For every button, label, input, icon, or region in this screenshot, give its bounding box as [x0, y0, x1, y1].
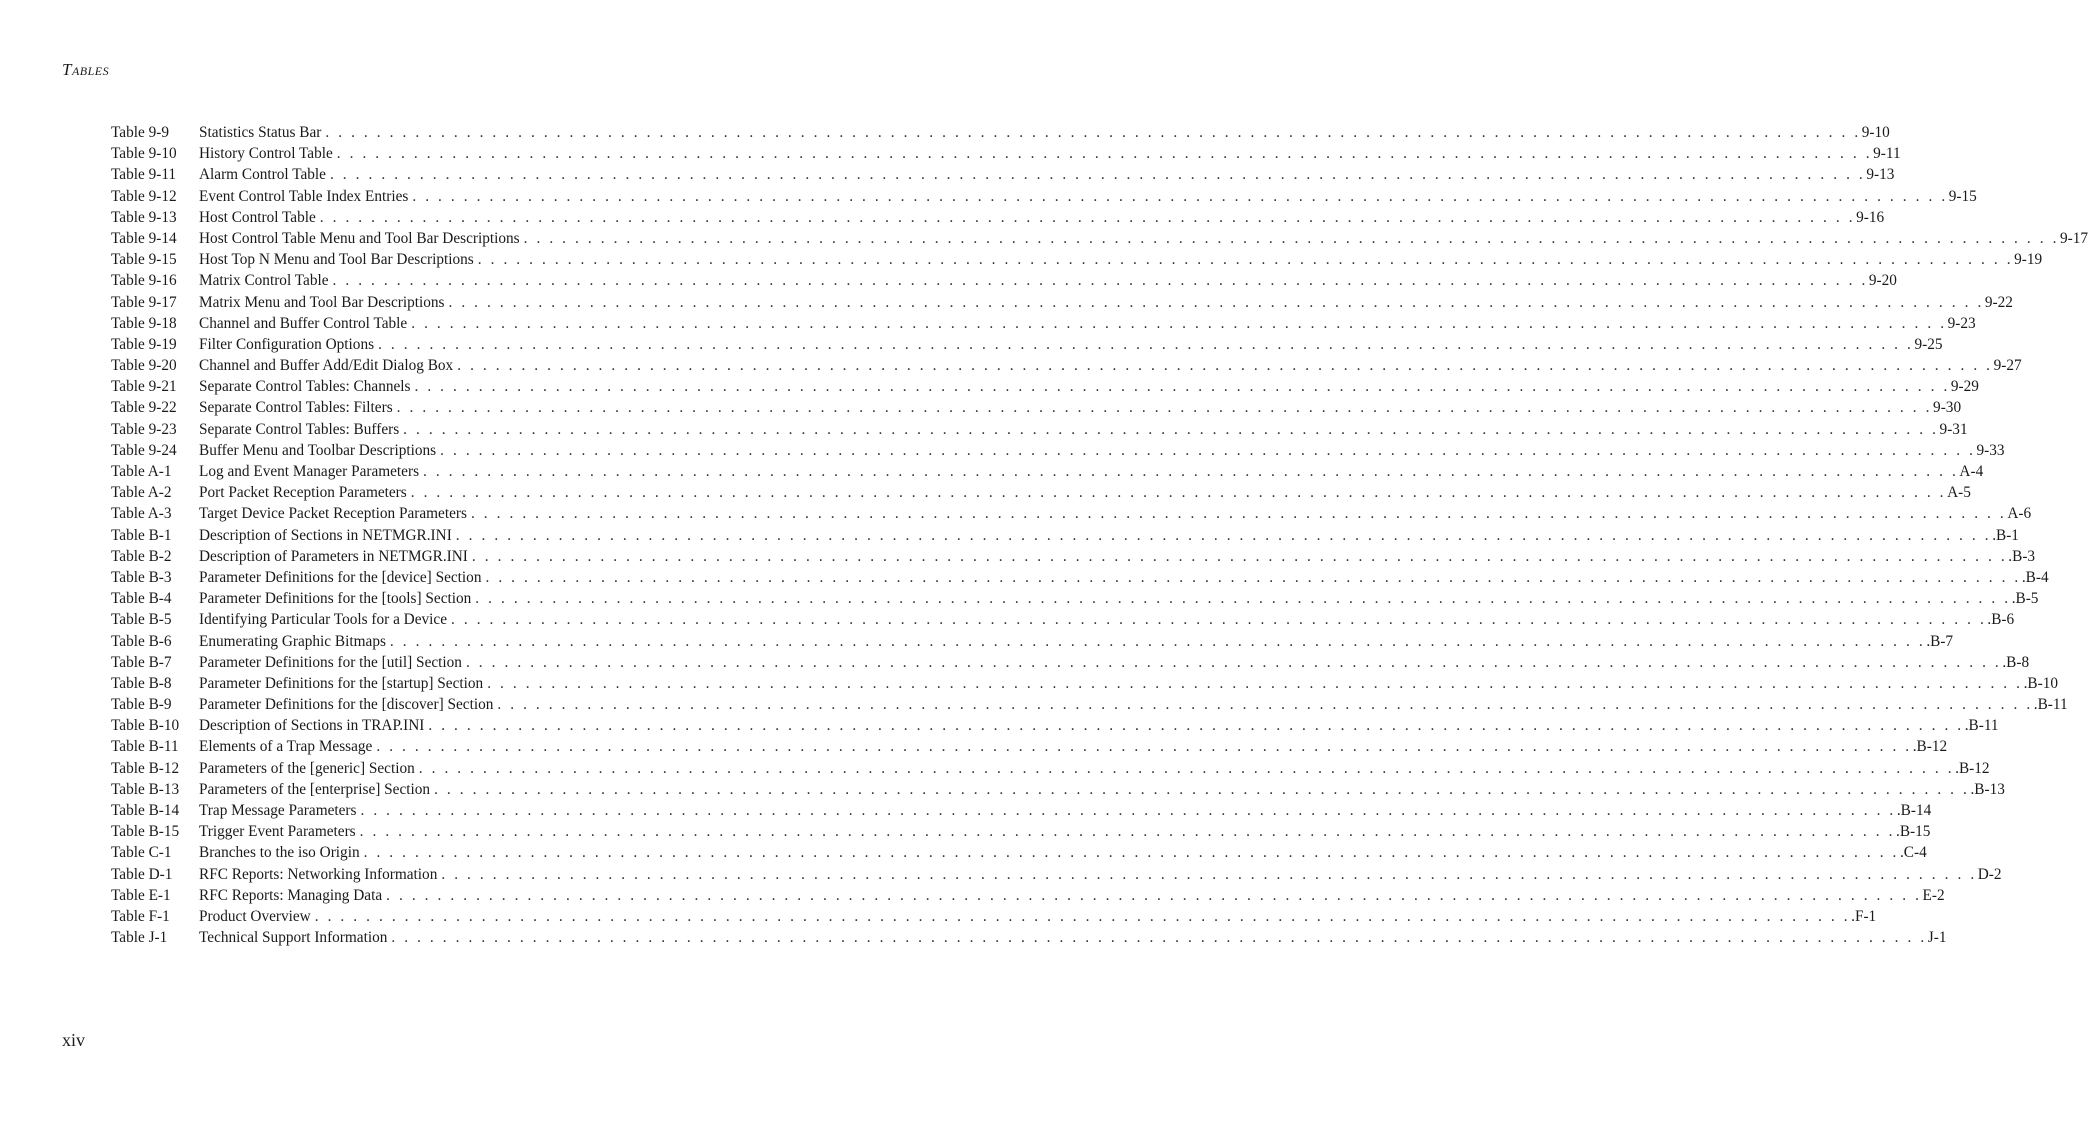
dot-leader: . . . . . . . . . . . . . . . . . . . . . . . . . . . . . . . . . . . . . . . . . . . . . . . . . . . . . . . . . . . . . . . . . . . . . . . . . . . . . . . . . . . . . . . . . . . . . . . . . . . . . . . . . . . . . . . . . . . . . . . . — [434, 780, 1970, 798]
dot-leader: . . . . . . . . . . . . . . . . . . . . . . . . . . . . . . . . . . . . . . . . . . . . . . . . . . . . . . . . . . . . . . . . . . . . . . . . . . . . . . . . . . . . . . . . . . . . . . . . . . . . . . . . . . . . . . . . . . . . . . . . — [487, 674, 2023, 692]
toc-entry[interactable] — [111, 715, 1999, 736]
dot-leader: . . . . . . . . . . . . . . . . . . . . . . . . . . . . . . . . . . . . . . . . . . . . . . . . . . . . . . . . . . . . . . . . . . . . . . . . . . . . . . . . . . . . . . . . . . . . . . . . . . . . . . . . . . . . . . . . . . . . . . . . — [428, 717, 1964, 735]
toc-entry-page: 9-13 — [1866, 166, 1895, 184]
toc-entry-page: .B-3 — [2008, 547, 2036, 565]
dot-leader: . . . . . . . . . . . . . . . . . . . . . . . . . . . . . . . . . . . . . . . . . . . . . . . . . . . . . . . . . . . . . . . . . . . . . . . . . . . . . . . . . . . . . . . . . . . . . . . . . . . . . . . . . . . . . . . . . . . . . . . . — [475, 590, 2011, 608]
toc-entry-number: Table B-2 — [111, 547, 172, 565]
toc-entry-number: Table 9-14 — [111, 229, 177, 247]
toc-entry-page: D-2 — [1977, 865, 2002, 883]
toc-entry-title: Product Overview — [199, 907, 311, 925]
toc-entry-number: Table 9-23 — [111, 420, 177, 438]
toc-entry-page: 9-33 — [1976, 441, 2005, 459]
toc-entry-page: .B-1 — [1992, 526, 2019, 544]
toc-entry-number: Table E-1 — [111, 886, 171, 904]
dot-leader: . . . . . . . . . . . . . . . . . . . . . . . . . . . . . . . . . . . . . . . . . . . . . . . . . . . . . . . . . . . . . . . . . . . . . . . . . . . . . . . . . . . . . . . . . . . . . . . . . . . . . . . . . . . . . . . . . . . . . . . . — [314, 907, 1851, 925]
toc-entry[interactable] — [111, 609, 2015, 630]
dot-leader: . . . . . . . . . . . . . . . . . . . . . . . . . . . . . . . . . . . . . . . . . . . . . . . . . . . . . . . . . . . . . . . . . . . . . . . . . . . . . . . . . . . . . . . . . . . . . . . . . . . . . . . . . . . . . . . . . . . . . . . . — [411, 314, 1947, 332]
toc-entry-title: Filter Configuration Options — [199, 335, 375, 353]
toc-entry-page: 9-15 — [1948, 187, 1977, 205]
page-number: xiv — [62, 1030, 86, 1050]
toc-entry-page: 9-22 — [1984, 293, 2013, 311]
dot-leader: . . . . . . . . . . . . . . . . . . . . . . . . . . . . . . . . . . . . . . . . . . . . . . . . . . . . . . . . . . . . . . . . . . . . . . . . . . . . . . . . . . . . . . . . . . . . . . . . . . . . . . . . . . . . . . . . . . . . . . . . — [471, 547, 2008, 565]
toc-entry[interactable] — [111, 800, 1932, 821]
dot-leader: . . . . . . . . . . . . . . . . . . . . . . . . . . . . . . . . . . . . . . . . . . . . . . . . . . . . . . . . . . . . . . . . . . . . . . . . . . . . . . . . . . . . . . . . . . . . . . . . . . . . . . . . . . . . . . . . . . . . . . . . — [455, 526, 1992, 544]
toc-entry-page: .B-11 — [1964, 717, 1999, 735]
toc-entry[interactable] — [111, 313, 1976, 334]
toc-entry-number: Table F-1 — [111, 907, 170, 925]
dot-leader: . . . . . . . . . . . . . . . . . . . . . . . . . . . . . . . . . . . . . . . . . . . . . . . . . . . . . . . . . . . . . . . . . . . . . . . . . . . . . . . . . . . . . . . . . . . . . . . . . . . . . . . . . . . . . . . . . . . . . . . . — [441, 865, 1977, 883]
dot-leader: . . . . . . . . . . . . . . . . . . . . . . . . . . . . . . . . . . . . . . . . . . . . . . . . . . . . . . . . . . . . . . . . . . . . . . . . . . . . . . . . . . . . . . . . . . . . . . . . . . . . . . . . . . . . . . . . . . . . . . . . — [332, 272, 1868, 290]
toc-entry[interactable] — [111, 694, 2068, 715]
toc-entry[interactable] — [111, 122, 1890, 143]
toc-entry-title: Description of Sections in TRAP.INI — [199, 717, 425, 735]
toc-entry-title: Parameter Definitions for the [tools] Section — [199, 590, 472, 608]
toc-entry-page: 9-11 — [1873, 145, 1901, 163]
toc-entry-page: 9-17 — [2060, 229, 2088, 247]
toc-entry-page: 9-31 — [1939, 420, 1968, 438]
toc-entry-title: Port Packet Reception Parameters — [199, 484, 407, 502]
toc-entry[interactable] — [111, 525, 2019, 546]
dot-leader: . . . . . . . . . . . . . . . . . . . . . . . . . . . . . . . . . . . . . . . . . . . . . . . . . . . . . . . . . . . . . . . . . . . . . . . . . . . . . . . . . . . . . . . . . . . . . . . . . . . . . . . . . . . . . . . . . . . . . . . . — [410, 484, 1947, 502]
toc-entry[interactable] — [111, 673, 2058, 694]
toc-entry-page: .C-4 — [1899, 844, 1927, 862]
toc-entry-number: Table J-1 — [111, 929, 168, 947]
running-head-rest: ABLES — [71, 64, 110, 78]
toc-entry-title: Separate Control Tables: Buffers — [199, 420, 400, 438]
dot-leader: . . . . . . . . . . . . . . . . . . . . . . . . . . . . . . . . . . . . . . . . . . . . . . . . . . . . . . . . . . . . . . . . . . . . . . . . . . . . . . . . . . . . . . . . . . . . . . . . . . . . . . . . . . . . . . . . . . . . . . . . — [396, 399, 1933, 417]
toc-entry-number: Table 9-22 — [111, 399, 177, 417]
dot-leader: . . . . . . . . . . . . . . . . . . . . . . . . . . . . . . . . . . . . . . . . . . . . . . . . . . . . . . . . . . . . . . . . . . . . . . . . . . . . . . . . . . . . . . . . . . . . . . . . . . . . . . . . . . . . . . . . . . . . . . . . — [477, 251, 2014, 269]
toc-entry-page: .B-14 — [1896, 802, 1932, 819]
toc-entry-page: .B-15 — [1896, 823, 1931, 841]
dot-leader: . . . . . . . . . . . . . . . . . . . . . . . . . . . . . . . . . . . . . . . . . . . . . . . . . . . . . . . . . . . . . . . . . . . . . . . . . . . . . . . . . . . . . . . . . . . . . . . . . . . . . . . . . . . . . . . . . . . . . . . . — [457, 357, 1993, 375]
toc-entry[interactable] — [111, 821, 1931, 842]
toc-entry-title: Channel and Buffer Add/Edit Dialog Box — [199, 357, 454, 375]
toc-entry-title: RFC Reports: Networking Information — [199, 865, 438, 883]
toc-entry-page: 9-20 — [1868, 272, 1897, 290]
dot-leader: . . . . . . . . . . . . . . . . . . . . . . . . . . . . . . . . . . . . . . . . . . . . . . . . . . . . . . . . . . . . . . . . . . . . . . . . . . . . . . . . . . . . . . . . . . . . . . . . . . . . . . . . . . . . . . . . . . . . . . . . — [485, 568, 2021, 586]
toc-entry-number: Table B-12 — [111, 759, 180, 777]
toc-entry-page: .B-5 — [2011, 590, 2039, 608]
toc-entry[interactable] — [111, 461, 1984, 482]
running-head — [62, 60, 109, 80]
toc-entry-number: Table B-6 — [111, 632, 172, 650]
toc-entry-title: RFC Reports: Managing Data — [199, 886, 383, 904]
toc-entry[interactable] — [111, 482, 1971, 503]
toc-entry-number: Table 9-13 — [111, 208, 177, 226]
toc-entry-title: Parameters of the [enterprise] Section — [199, 780, 431, 798]
toc-entry[interactable] — [111, 906, 1877, 927]
toc-entry-number: Table 9-21 — [111, 378, 177, 396]
toc-entry-title: Matrix Menu and Tool Bar Descriptions — [199, 293, 445, 311]
toc-entry-page: 9-19 — [2014, 251, 2043, 269]
dot-leader: . . . . . . . . . . . . . . . . . . . . . . . . . . . . . . . . . . . . . . . . . . . . . . . . . . . . . . . . . . . . . . . . . . . . . . . . . . . . . . . . . . . . . . . . . . . . . . . . . . . . . . . . . . . . . . . . . . . . . . . . — [414, 378, 1950, 396]
toc-entry-title: Description of Sections in NETMGR.INI — [199, 526, 452, 544]
toc-entry-title: Trap Message Parameters — [199, 802, 357, 819]
toc-entry[interactable] — [111, 779, 2005, 800]
toc-entry-number: Table A-1 — [111, 463, 172, 480]
toc-entry-number: Table B-8 — [111, 674, 172, 692]
toc-entry-title: Target Device Packet Reception Parameters — [199, 505, 467, 523]
toc-entry-title: Elements of a Trap Message — [199, 738, 373, 756]
toc-entry-title: Description of Parameters in NETMGR.INI — [199, 547, 468, 565]
toc-entry-title: Channel and Buffer Control Table — [199, 314, 408, 332]
toc-entry-number: Table 9-9 — [111, 124, 169, 141]
toc-entry-number: Table 9-19 — [111, 335, 177, 353]
toc-entry[interactable] — [111, 631, 1954, 652]
dot-leader: . . . . . . . . . . . . . . . . . . . . . . . . . . . . . . . . . . . . . . . . . . . . . . . . . . . . . . . . . . . . . . . . . . . . . . . . . . . . . . . . . . . . . . . . . . . . . . . . . . . . . . . . . . . . . . . . . . . . . . . . — [360, 802, 1896, 819]
dot-leader: . . . . . . . . . . . . . . . . . . . . . . . . . . . . . . . . . . . . . . . . . . . . . . . . . . . . . . . . . . . . . . . . . . . . . . . . . . . . . . . . . . . . . . . . . . . . . . . . . . . . . . . . . . . . . . . . . . . . . . . . — [391, 929, 1927, 947]
toc-entry-number: Table 9-17 — [111, 293, 177, 311]
toc-entry[interactable] — [111, 355, 2022, 376]
toc-entry-page: .F-1 — [1851, 907, 1877, 925]
toc-entry-title: Log and Event Manager Parameters — [199, 463, 420, 480]
dot-leader: . . . . . . . . . . . . . . . . . . . . . . . . . . . . . . . . . . . . . . . . . . . . . . . . . . . . . . . . . . . . . . . . . . . . . . . . . . . . . . . . . . . . . . . . . . . . . . . . . . . . . . . . . . . . . . . . . . . . . . . . — [319, 208, 1856, 226]
toc-entry-title: Enumerating Graphic Bitmaps — [199, 632, 386, 650]
toc-entry-page: 9-16 — [1856, 208, 1885, 226]
toc-entry-title: Matrix Control Table — [199, 272, 329, 290]
toc-entry-title: Alarm Control Table — [199, 166, 326, 184]
toc-entry-number: Table B-14 — [111, 802, 180, 819]
toc-entry-number: Table B-9 — [111, 696, 172, 714]
dot-leader: . . . . . . . . . . . . . . . . . . . . . . . . . . . . . . . . . . . . . . . . . . . . . . . . . . . . . . . . . . . . . . . . . . . . . . . . . . . . . . . . . . . . . . . . . . . . . . . . . . . . . . . . . . . . . . . . . . . . . . . . — [497, 696, 2033, 714]
toc-entry-number: Table D-1 — [111, 865, 173, 883]
toc-entry-number: Table B-1 — [111, 526, 172, 544]
dot-leader: . . . . . . . . . . . . . . . . . . . . . . . . . . . . . . . . . . . . . . . . . . . . . . . . . . . . . . . . . . . . . . . . . . . . . . . . . . . . . . . . . . . . . . . . . . . . . . . . . . . . . . . . . . . . . . . . . . . . . . . . — [329, 166, 1866, 184]
dot-leader: . . . . . . . . . . . . . . . . . . . . . . . . . . . . . . . . . . . . . . . . . . . . . . . . . . . . . . . . . . . . . . . . . . . . . . . . . . . . . . . . . . . . . . . . . . . . . . . . . . . . . . . . . . . . . . . . . . . . . . . . — [423, 463, 1959, 480]
toc-entry[interactable] — [111, 376, 1979, 397]
toc-entry-title: Host Top N Menu and Tool Bar Descriptions — [199, 251, 474, 269]
toc-entry-number: Table 9-20 — [111, 357, 177, 375]
toc-entry-number: Table B-5 — [111, 611, 172, 629]
toc-entry-page: 9-23 — [1947, 314, 1976, 332]
toc-entry-number: Table 9-11 — [111, 166, 177, 184]
toc-entry[interactable] — [111, 864, 2002, 885]
dot-leader: . . . . . . . . . . . . . . . . . . . . . . . . . . . . . . . . . . . . . . . . . . . . . . . . . . . . . . . . . . . . . . . . . . . . . . . . . . . . . . . . . . . . . . . . . . . . . . . . . . . . . . . . . . . . . . . . . . . . . . . . — [389, 632, 1926, 650]
toc-entry-title: Parameter Definitions for the [util] Section — [199, 653, 462, 671]
toc-entry-number: Table 9-16 — [111, 272, 177, 290]
toc-entry[interactable] — [111, 419, 1968, 440]
toc-entry-title: Technical Support Information — [199, 929, 388, 947]
dot-leader: . . . . . . . . . . . . . . . . . . . . . . . . . . . . . . . . . . . . . . . . . . . . . . . . . . . . . . . . . . . . . . . . . . . . . . . . . . . . . . . . . . . . . . . . . . . . . . . . . . . . . . . . . . . . . . . . . . . . . . . . — [376, 738, 1912, 756]
toc-entry-page: A-6 — [2007, 505, 2032, 523]
toc-entry-page: 9-29 — [1950, 378, 1979, 396]
toc-entry-title: Buffer Menu and Toolbar Descriptions — [199, 441, 437, 459]
toc-entry[interactable] — [111, 567, 2049, 588]
toc-entry-page: .B-10 — [2023, 674, 2058, 692]
toc-entry[interactable] — [111, 588, 2039, 609]
toc-entry-title: Parameter Definitions for the [discover] Section — [199, 696, 494, 714]
toc-entry-number: Table B-4 — [111, 590, 172, 608]
toc-entry-title: Parameter Definitions for the [startup] Section — [199, 674, 484, 692]
dot-leader: . . . . . . . . . . . . . . . . . . . . . . . . . . . . . . . . . . . . . . . . . . . . . . . . . . . . . . . . . . . . . . . . . . . . . . . . . . . . . . . . . . . . . . . . . . . . . . . . . . . . . . . . . . . . . . . . . . . . . . . . — [412, 187, 1948, 205]
dot-leader: . . . . . . . . . . . . . . . . . . . . . . . . . . . . . . . . . . . . . . . . . . . . . . . . . . . . . . . . . . . . . . . . . . . . . . . . . . . . . . . . . . . . . . . . . . . . . . . . . . . . . . . . . . . . . . . . . . . . . . . . — [440, 441, 1976, 459]
toc-entry[interactable] — [111, 736, 1948, 757]
toc-entry-page: A-5 — [1947, 484, 1971, 502]
toc-entry[interactable] — [111, 885, 1945, 906]
dot-leader: . . . . . . . . . . . . . . . . . . . . . . . . . . . . . . . . . . . . . . . . . . . . . . . . . . . . . . . . . . . . . . . . . . . . . . . . . . . . . . . . . . . . . . . . . . . . . . . . . . . . . . . . . . . . . . . . . . . . . . . . — [363, 844, 1899, 862]
dot-leader: . . . . . . . . . . . . . . . . . . . . . . . . . . . . . . . . . . . . . . . . . . . . . . . . . . . . . . . . . . . . . . . . . . . . . . . . . . . . . . . . . . . . . . . . . . . . . . . . . . . . . . . . . . . . . . . . . . . . . . . . — [470, 505, 2007, 523]
toc-entry[interactable] — [111, 186, 1977, 207]
toc-entry-page: .B-6 — [1987, 611, 2015, 629]
dot-leader: . . . . . . . . . . . . . . . . . . . . . . . . . . . . . . . . . . . . . . . . . . . . . . . . . . . . . . . . . . . . . . . . . . . . . . . . . . . . . . . . . . . . . . . . . . . . . . . . . . . . . . . . . . . . . . . . . . . . . . . . — [403, 420, 1939, 438]
toc-entry[interactable] — [111, 292, 2013, 313]
toc-entry[interactable] — [111, 207, 1885, 228]
dot-leader: . . . . . . . . . . . . . . . . . . . . . . . . . . . . . . . . . . . . . . . . . . . . . . . . . . . . . . . . . . . . . . . . . . . . . . . . . . . . . . . . . . . . . . . . . . . . . . . . . . . . . . . . . . . . . . . . . . . . . . . . — [325, 124, 1861, 141]
toc-entry[interactable] — [111, 503, 2032, 524]
dot-leader: . . . . . . . . . . . . . . . . . . . . . . . . . . . . . . . . . . . . . . . . . . . . . . . . . . . . . . . . . . . . . . . . . . . . . . . . . . . . . . . . . . . . . . . . . . . . . . . . . . . . . . . . . . . . . . . . . . . . . . . . — [523, 229, 2060, 247]
toc-entry[interactable] — [111, 270, 1897, 291]
toc-entry-number: Table A-3 — [111, 505, 172, 523]
toc-entry-title: Host Control Table — [199, 208, 316, 226]
toc-entry-number: Table 9-24 — [111, 441, 177, 459]
toc-entry[interactable] — [111, 164, 1895, 185]
toc-entry-title: Statistics Status Bar — [199, 124, 322, 141]
toc-entry-page: .B-12 — [1955, 759, 1990, 777]
toc-entry[interactable] — [111, 228, 2088, 249]
toc-entry-page: E-2 — [1922, 886, 1945, 904]
toc-entry-title: Host Control Table Menu and Tool Bar Descriptions — [199, 229, 520, 247]
toc-entry-number: Table B-10 — [111, 717, 180, 735]
toc-entry-page: .B-8 — [2002, 653, 2030, 671]
toc-entry-title: Parameter Definitions for the [device] Section — [199, 568, 482, 586]
toc-entry-number: Table B-7 — [111, 653, 172, 671]
running-head-initial: T — [62, 60, 72, 79]
toc-entry[interactable] — [111, 143, 1901, 164]
table-of-tables-list — [111, 122, 2088, 948]
dot-leader: . . . . . . . . . . . . . . . . . . . . . . . . . . . . . . . . . . . . . . . . . . . . . . . . . . . . . . . . . . . . . . . . . . . . . . . . . . . . . . . . . . . . . . . . . . . . . . . . . . . . . . . . . . . . . . . . . . . . . . . . — [465, 653, 2002, 671]
toc-entry-page: 9-30 — [1933, 399, 1962, 417]
dot-leader: . . . . . . . . . . . . . . . . . . . . . . . . . . . . . . . . . . . . . . . . . . . . . . . . . . . . . . . . . . . . . . . . . . . . . . . . . . . . . . . . . . . . . . . . . . . . . . . . . . . . . . . . . . . . . . . . . . . . . . . . — [359, 823, 1896, 841]
toc-entry-page: J-1 — [1927, 929, 1947, 947]
toc-entry[interactable] — [111, 927, 1947, 948]
toc-entry-title: History Control Table — [199, 145, 333, 163]
toc-entry-page: .B-4 — [2021, 568, 2049, 586]
dot-leader: . . . . . . . . . . . . . . . . . . . . . . . . . . . . . . . . . . . . . . . . . . . . . . . . . . . . . . . . . . . . . . . . . . . . . . . . . . . . . . . . . . . . . . . . . . . . . . . . . . . . . . . . . . . . . . . . . . . . . . . . — [336, 145, 1873, 163]
toc-entry-number: Table B-11 — [111, 738, 179, 756]
toc-entry-number: Table 9-10 — [111, 145, 177, 163]
toc-entry-title: Identifying Particular Tools for a Device — [199, 611, 447, 629]
toc-entry-page: .B-12 — [1912, 738, 1948, 756]
toc-entry-title: Event Control Table Index Entries — [199, 187, 409, 205]
toc-entry-page: A-4 — [1959, 463, 1984, 480]
toc-entry-number: Table B-13 — [111, 780, 180, 798]
toc-entry-title: Branches to the iso Origin — [199, 844, 360, 862]
toc-entry[interactable] — [111, 652, 2030, 673]
toc-entry-number: Table 9-15 — [111, 251, 177, 269]
toc-entry-page: 9-25 — [1914, 335, 1943, 353]
toc-entry-page: .B-7 — [1926, 632, 1954, 650]
toc-entry-title: Separate Control Tables: Filters — [199, 399, 393, 417]
toc-entry-number: Table A-2 — [111, 484, 172, 502]
toc-entry-title: Separate Control Tables: Channels — [199, 378, 411, 396]
toc-entry[interactable] — [111, 440, 2005, 461]
toc-entry-number: Table C-1 — [111, 844, 172, 862]
toc-entry[interactable] — [111, 334, 1943, 355]
toc-entry-number: Table B-15 — [111, 823, 180, 841]
toc-entry[interactable] — [111, 842, 1927, 863]
toc-entry-title: Parameters of the [generic] Section — [199, 759, 415, 777]
toc-entry-number: Table 9-18 — [111, 314, 177, 332]
toc-entry[interactable] — [111, 758, 1990, 779]
toc-entry-number: Table 9-12 — [111, 187, 177, 205]
dot-leader: . . . . . . . . . . . . . . . . . . . . . . . . . . . . . . . . . . . . . . . . . . . . . . . . . . . . . . . . . . . . . . . . . . . . . . . . . . . . . . . . . . . . . . . . . . . . . . . . . . . . . . . . . . . . . . . . . . . . . . . . — [451, 611, 1987, 629]
dot-leader: . . . . . . . . . . . . . . . . . . . . . . . . . . . . . . . . . . . . . . . . . . . . . . . . . . . . . . . . . . . . . . . . . . . . . . . . . . . . . . . . . . . . . . . . . . . . . . . . . . . . . . . . . . . . . . . . . . . . . . . . — [448, 293, 1984, 311]
toc-entry[interactable] — [111, 397, 1962, 418]
toc-entry[interactable] — [111, 546, 2036, 567]
toc-entry[interactable] — [111, 249, 2043, 270]
toc-entry-title: Trigger Event Parameters — [199, 823, 356, 841]
dot-leader: . . . . . . . . . . . . . . . . . . . . . . . . . . . . . . . . . . . . . . . . . . . . . . . . . . . . . . . . . . . . . . . . . . . . . . . . . . . . . . . . . . . . . . . . . . . . . . . . . . . . . . . . . . . . . . . . . . . . . . . . — [386, 886, 1922, 904]
dot-leader: . . . . . . . . . . . . . . . . . . . . . . . . . . . . . . . . . . . . . . . . . . . . . . . . . . . . . . . . . . . . . . . . . . . . . . . . . . . . . . . . . . . . . . . . . . . . . . . . . . . . . . . . . . . . . . . . . . . . . . . . — [418, 759, 1955, 777]
dot-leader: . . . . . . . . . . . . . . . . . . . . . . . . . . . . . . . . . . . . . . . . . . . . . . . . . . . . . . . . . . . . . . . . . . . . . . . . . . . . . . . . . . . . . . . . . . . . . . . . . . . . . . . . . . . . . . . . . . . . . . . . — [378, 335, 1914, 353]
toc-entry-number: Table B-3 — [111, 568, 172, 586]
toc-entry-page: .B-13 — [1970, 780, 2005, 798]
toc-entry-page: 9-27 — [1993, 357, 2022, 375]
toc-entry-page: .B-11 — [2033, 696, 2068, 714]
toc-entry-page: 9-10 — [1861, 124, 1890, 141]
